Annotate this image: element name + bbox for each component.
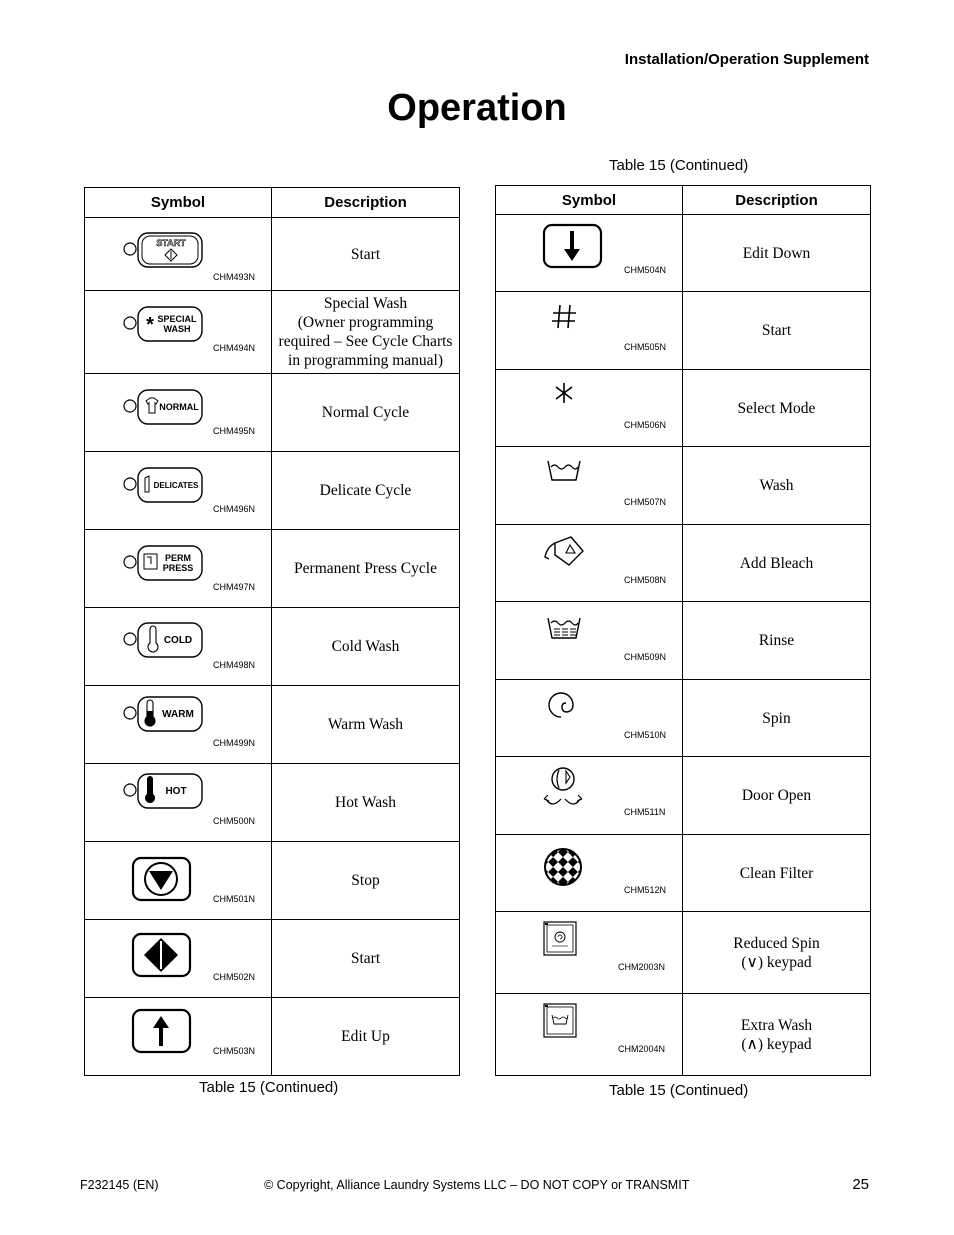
cold-keypad-icon — [121, 621, 211, 661]
special-label: SPECIAL — [157, 314, 197, 324]
description-cell: Start — [272, 218, 460, 291]
wash-label: WASH — [163, 324, 191, 334]
perm-label: PERM — [164, 553, 192, 563]
symbol-code: CHM495N — [213, 426, 256, 436]
symbol-cell — [496, 680, 683, 757]
warm-keypad-icon — [121, 695, 211, 735]
symbol-code: CHM498N — [213, 660, 256, 670]
description-cell: Wash — [683, 447, 871, 525]
description-cell: Delicate Cycle — [272, 452, 460, 530]
delicates-keypad-icon — [121, 466, 211, 506]
symbol-cell — [85, 374, 272, 452]
special-wash-keypad-icon — [121, 305, 211, 345]
symbol-code: CHM509N — [624, 652, 667, 662]
edit-down-arrow-icon — [542, 223, 604, 271]
symbol-column-header: Symbol — [85, 188, 272, 218]
symbol-cell — [85, 920, 272, 998]
description-cell: Reduced Spin (∨) keypad — [683, 912, 871, 994]
symbol-cell — [85, 452, 272, 530]
page-title: Operation — [387, 87, 567, 129]
asterisk-icon — [552, 380, 576, 406]
table-row — [496, 602, 871, 680]
right-table-caption-bottom: Table 15 (Continued) — [609, 1082, 749, 1099]
start-diamond-icon — [131, 932, 193, 980]
symbol-cell — [85, 608, 272, 686]
symbol-cell — [496, 602, 683, 680]
table-row — [496, 215, 871, 292]
door-open-icon — [542, 765, 584, 811]
symbol-cell — [85, 998, 272, 1076]
symbol-cell — [496, 994, 683, 1076]
symbol-code: CHM503N — [213, 1046, 256, 1056]
symbol-cell — [496, 292, 683, 370]
bleach-icon — [541, 533, 587, 569]
symbol-code: CHM506N — [624, 420, 667, 430]
symbol-cell — [496, 447, 683, 525]
description-cell: Special Wash (Owner programming required – See Cycle Charts in programming manual) — [272, 291, 460, 374]
description-cell: Edit Up — [272, 998, 460, 1076]
table-row — [85, 686, 460, 764]
symbol-code: CHM496N — [213, 504, 256, 514]
svg-text:*: * — [146, 314, 154, 336]
description-cell: Start — [683, 292, 871, 370]
description-cell: Cold Wash — [272, 608, 460, 686]
description-cell: Warm Wash — [272, 686, 460, 764]
table-row — [85, 842, 460, 920]
press-label: PRESS — [162, 563, 194, 573]
description-cell: Clean Filter — [683, 835, 871, 912]
table-row — [496, 447, 871, 525]
page-number: 25 — [852, 1176, 869, 1193]
right-symbol-table — [495, 185, 871, 1076]
symbol-column-header: Symbol — [496, 186, 683, 215]
normal-keypad-icon — [121, 388, 211, 428]
left-symbol-table — [84, 187, 460, 1076]
table-row — [85, 764, 460, 842]
table-row — [85, 374, 460, 452]
description-cell: Permanent Press Cycle — [272, 530, 460, 608]
table-row — [85, 452, 460, 530]
symbol-cell — [496, 215, 683, 292]
hash-icon — [550, 302, 580, 332]
table-row — [496, 680, 871, 757]
table-row — [496, 994, 871, 1076]
table-row — [496, 757, 871, 835]
right-table-caption-top: Table 15 (Continued) — [609, 157, 749, 174]
symbol-cell — [85, 218, 272, 291]
symbol-code: CHM494N — [213, 343, 256, 353]
symbol-code: CHM2003N — [618, 962, 666, 972]
symbol-cell — [496, 370, 683, 447]
table-row — [496, 525, 871, 602]
symbol-cell — [496, 912, 683, 994]
perm-press-keypad-icon — [121, 544, 211, 584]
warm-label: WARM — [162, 709, 194, 720]
table-row — [496, 370, 871, 447]
header-title: Installation/Operation Supplement — [624, 51, 869, 68]
table-row — [85, 291, 460, 374]
description-cell: Extra Wash (∧) keypad — [683, 994, 871, 1076]
symbol-cell — [85, 842, 272, 920]
hot-label: HOT — [165, 786, 187, 797]
description-cell: Start — [272, 920, 460, 998]
extra-wash-keypad-icon — [542, 1002, 578, 1040]
symbol-code: CHM512N — [624, 885, 667, 895]
table-row — [85, 608, 460, 686]
hot-keypad-icon — [121, 772, 211, 812]
stop-icon — [131, 856, 193, 904]
symbol-code: CHM501N — [213, 894, 256, 904]
symbol-cell — [85, 291, 272, 374]
symbol-code: CHM493N — [213, 272, 256, 282]
description-cell: Normal Cycle — [272, 374, 460, 452]
symbol-cell — [85, 686, 272, 764]
table-row — [85, 920, 460, 998]
description-cell: Edit Down — [683, 215, 871, 292]
reduced-spin-keypad-icon — [542, 920, 578, 958]
symbol-code: CHM507N — [624, 497, 667, 507]
table-row — [496, 912, 871, 994]
description-cell: Hot Wash — [272, 764, 460, 842]
footer-copyright: © Copyright, Alliance Laundry Systems LLC – DO NOT COPY or TRANSMIT — [264, 1178, 690, 1192]
description-cell: Add Bleach — [683, 525, 871, 602]
start-keypad-icon — [121, 230, 211, 272]
left-table-caption-bottom: Table 15 (Continued) — [199, 1079, 339, 1096]
symbol-cell — [85, 530, 272, 608]
edit-up-arrow-icon — [131, 1008, 193, 1056]
table-row — [496, 835, 871, 912]
symbol-code: CHM505N — [624, 342, 667, 352]
wash-tub-icon — [545, 457, 585, 485]
footer-doc-number: F232145 (EN) — [80, 1178, 159, 1192]
symbol-code: CHM510N — [624, 730, 667, 740]
symbol-code: CHM504N — [624, 265, 667, 275]
symbol-code: CHM502N — [213, 972, 256, 982]
description-column-header: Description — [272, 188, 460, 218]
description-column-header: Description — [683, 186, 871, 215]
table-row — [85, 218, 460, 291]
normal-label: NORMAL — [159, 402, 199, 412]
start-keypad-label: START — [156, 238, 186, 248]
rinse-tub-icon — [545, 614, 585, 644]
symbol-code: CHM2004N — [618, 1044, 666, 1054]
clean-filter-icon — [542, 846, 584, 888]
symbol-code: CHM500N — [213, 816, 256, 826]
description-cell: Stop — [272, 842, 460, 920]
description-cell: Door Open — [683, 757, 871, 835]
symbol-code: CHM499N — [213, 738, 256, 748]
symbol-cell — [496, 525, 683, 602]
symbol-code: CHM497N — [213, 582, 256, 592]
symbol-cell — [496, 835, 683, 912]
table-row — [496, 292, 871, 370]
description-cell: Select Mode — [683, 370, 871, 447]
symbol-code: CHM508N — [624, 575, 667, 585]
symbol-cell — [85, 764, 272, 842]
description-cell: Rinse — [683, 602, 871, 680]
cold-label: COLD — [163, 635, 193, 646]
symbol-code: CHM511N — [624, 807, 666, 817]
description-cell: Spin — [683, 680, 871, 757]
table-row — [85, 998, 460, 1076]
spin-icon — [545, 688, 577, 720]
delicates-label: DELICATES — [153, 481, 199, 490]
symbol-cell — [496, 757, 683, 835]
table-row — [85, 530, 460, 608]
